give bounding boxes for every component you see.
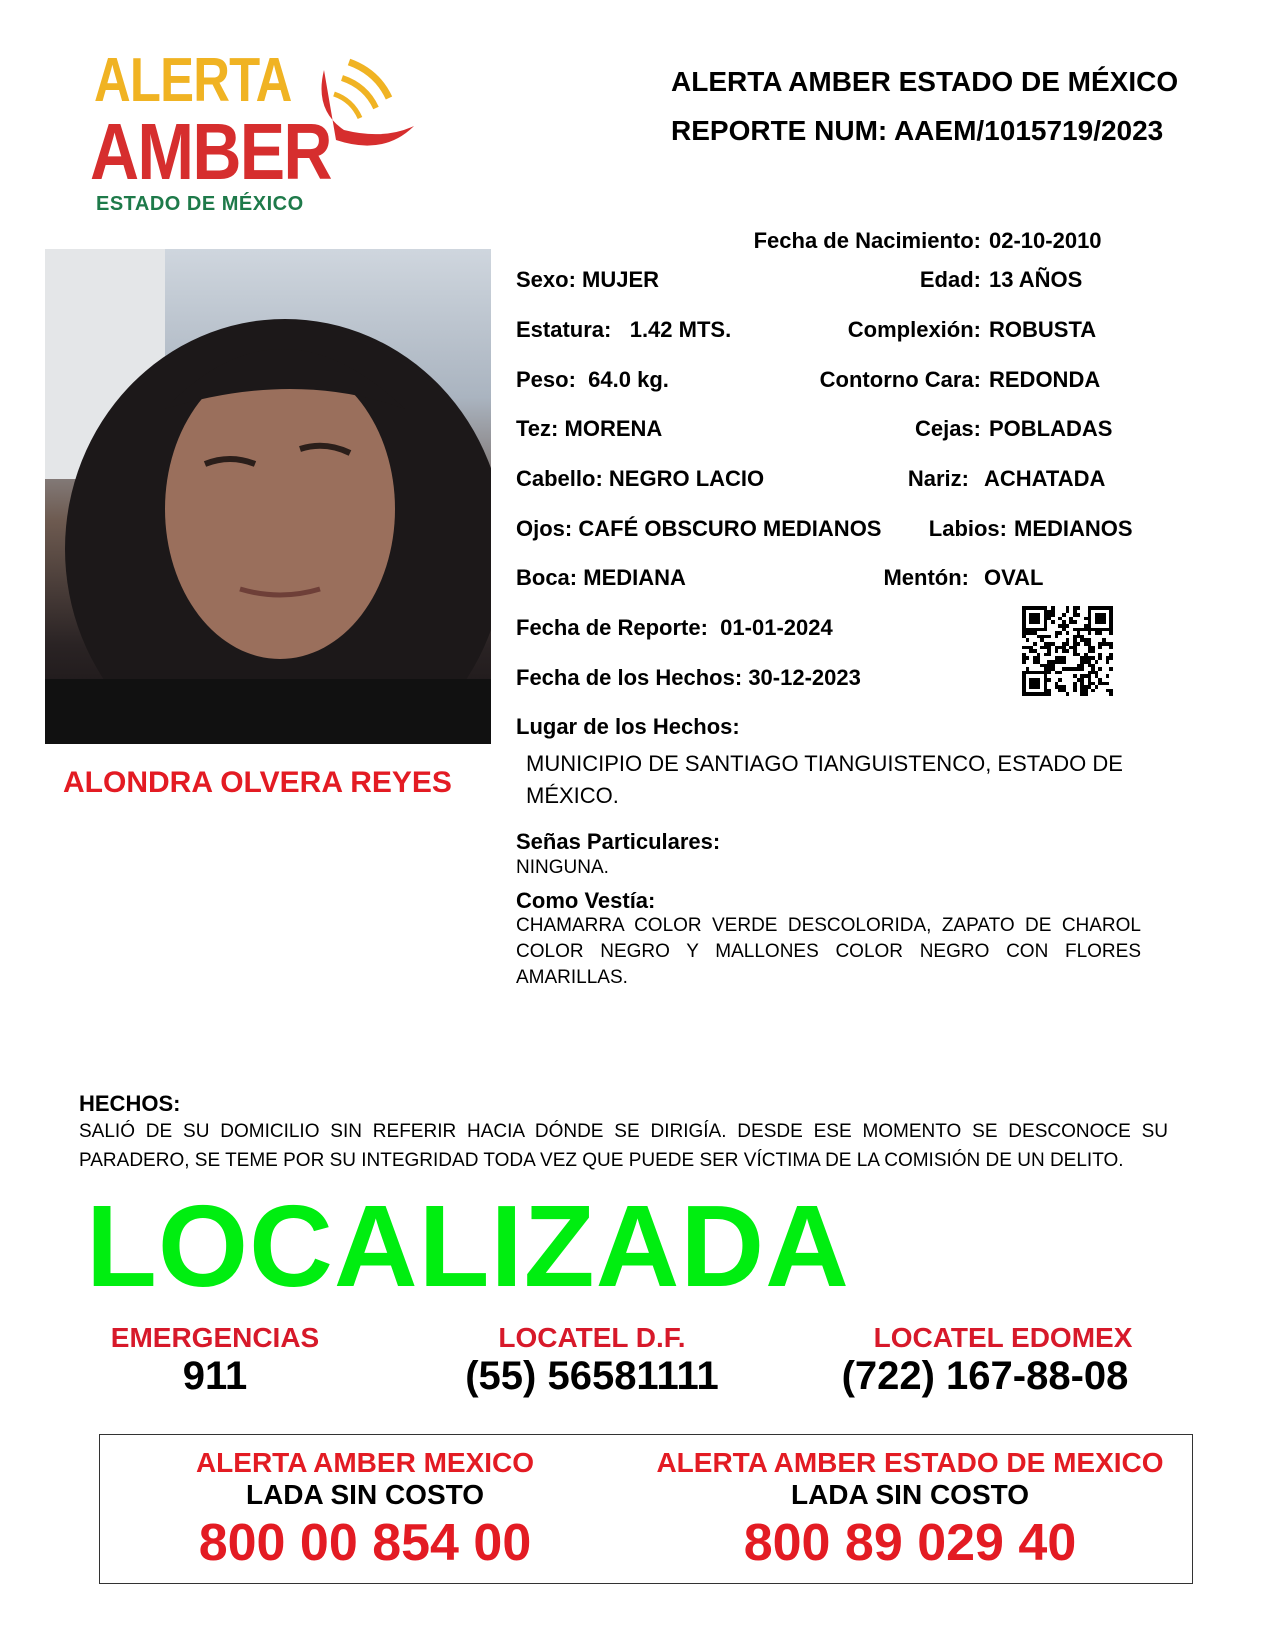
hechos-value: SALIÓ DE SU DOMICILIO SIN REFERIR HACIA DÓNDE SE DIRIGÍA. DESDE ESE MOMENTO SE DESCONOCE SU PARADERO, SE TEME POR SU INTEGRIDAD TODA VEZ QUE PUEDE SER VÍCTIMA DE LA COMISIÓN DE UN DELITO.: [79, 1121, 1168, 1171]
qr-code[interactable]: [1022, 606, 1113, 696]
sexo-value: MUJER: [582, 267, 660, 292]
cabello-label: Cabello:: [516, 466, 603, 491]
nariz-label: Nariz:: [907, 466, 969, 491]
hechos-date-value: 30-12-2023: [748, 665, 861, 690]
peso-label: Peso:: [516, 367, 576, 392]
sexo-field: [516, 267, 659, 293]
cara-value: REDONDA: [989, 367, 1101, 392]
edad-label: Edad:: [919, 267, 981, 292]
boca-value: MEDIANA: [583, 565, 686, 590]
senas-value: NINGUNA.: [516, 857, 609, 878]
header-title: ALERTA AMBER ESTADO DE MÉXICO: [671, 66, 1179, 97]
contact-label-locatel-df: LOCATEL D.F.: [498, 1322, 686, 1353]
reporte-label: Fecha de Reporte:: [516, 615, 708, 640]
tez-value: MORENA: [564, 416, 663, 441]
estatura-label: Estatura:: [516, 317, 612, 342]
sexo-label: Sexo:: [516, 267, 576, 292]
tez-label: Tez:: [516, 416, 559, 441]
ojos-field: [516, 516, 881, 542]
logo-alerta-text: ALERTA: [94, 46, 292, 115]
tez-field: [516, 416, 662, 442]
localizada-stamp: LOCALIZADA: [86, 1181, 850, 1311]
vestia-value: CHAMARRA COLOR VERDE DESCOLORIDA, ZAPATO DE CHAROL COLOR NEGRO Y MALLONES COLOR NEGRO CON FLORES AMARILLAS.: [516, 915, 1141, 988]
report-number: REPORTE NUM: AAEM/1015719/2023: [671, 115, 1164, 146]
reporte-value: 01-01-2024: [720, 615, 833, 640]
hechos-label: HECHOS:: [79, 1091, 181, 1116]
estatura-value: 1.42 MTS.: [629, 317, 732, 342]
tollfree-title-mexico: ALERTA AMBER MEXICO: [195, 1447, 535, 1478]
peso-value: 64.0 kg.: [588, 367, 669, 392]
complexion-value: ROBUSTA: [989, 317, 1097, 342]
senas-label: Señas Particulares:: [516, 829, 721, 854]
contact-label-emergencias: EMERGENCIAS: [110, 1322, 320, 1353]
contact-number-locatel-edomex[interactable]: (722) 167-88-08: [841, 1354, 1129, 1398]
nariz-value: ACHATADA: [984, 466, 1106, 491]
cabello-field: [516, 466, 764, 492]
lugar-value: MUNICIPIO DE SANTIAGO TIANGUISTENCO, ESTADO DE MÉXICO.: [526, 751, 1123, 808]
boca-label: Boca:: [516, 565, 578, 590]
person-name: ALONDRA OLVERA REYES: [63, 766, 452, 799]
ojos-value: CAFÉ OBSCURO MEDIANOS: [578, 516, 882, 541]
cabello-value: NEGRO LACIO: [608, 466, 765, 491]
hechos-date-field: [516, 665, 861, 691]
toll-free-box: [99, 1434, 1193, 1584]
alerta-amber-logo: [90, 46, 424, 220]
lugar-label: Lugar de los Hechos:: [516, 714, 740, 739]
hechos-date-label: Fecha de los Hechos:: [516, 665, 743, 690]
contact-number-emergencias[interactable]: 911: [182, 1354, 248, 1398]
menton-value: OVAL: [984, 565, 1044, 590]
cejas-label: Cejas:: [914, 416, 981, 441]
boca-field: [516, 565, 686, 591]
tollfree-sub-mexico: LADA SIN COSTO: [245, 1479, 484, 1510]
estatura-field: [516, 317, 731, 343]
peso-field: [516, 367, 669, 393]
vestia-label: Como Vestía:: [516, 888, 656, 913]
tollfree-title-edomex: ALERTA AMBER ESTADO DE MEXICO: [656, 1447, 1164, 1478]
birth-label: Fecha de Nacimiento:: [753, 228, 981, 253]
person-photo: [45, 249, 491, 744]
reporte-field: [516, 615, 833, 641]
tollfree-number-edomex[interactable]: 800 89 029 40: [743, 1514, 1077, 1572]
logo-estado-text: ESTADO DE MÉXICO: [96, 193, 304, 215]
labios-value: MEDIANOS: [1014, 516, 1133, 541]
qr-module: [1109, 692, 1113, 696]
contact-label-locatel-edomex: LOCATEL EDOMEX: [873, 1322, 1133, 1353]
ojos-label: Ojos:: [516, 516, 573, 541]
logo-amber-text: AMBER: [90, 107, 331, 196]
labios-label: Labios:: [928, 516, 1007, 541]
birth-value: 02-10-2010: [989, 228, 1102, 253]
edad-value: 13 AÑOS: [989, 267, 1083, 292]
cejas-value: POBLADAS: [989, 416, 1113, 441]
tollfree-number-mexico[interactable]: 800 00 854 00: [198, 1514, 532, 1572]
tollfree-sub-edomex: LADA SIN COSTO: [790, 1479, 1029, 1510]
contact-number-locatel-df[interactable]: (55) 56581111: [465, 1354, 719, 1398]
complexion-label: Complexión:: [847, 317, 981, 342]
cara-label: Contorno Cara:: [819, 367, 981, 392]
menton-label: Mentón:: [883, 565, 969, 590]
